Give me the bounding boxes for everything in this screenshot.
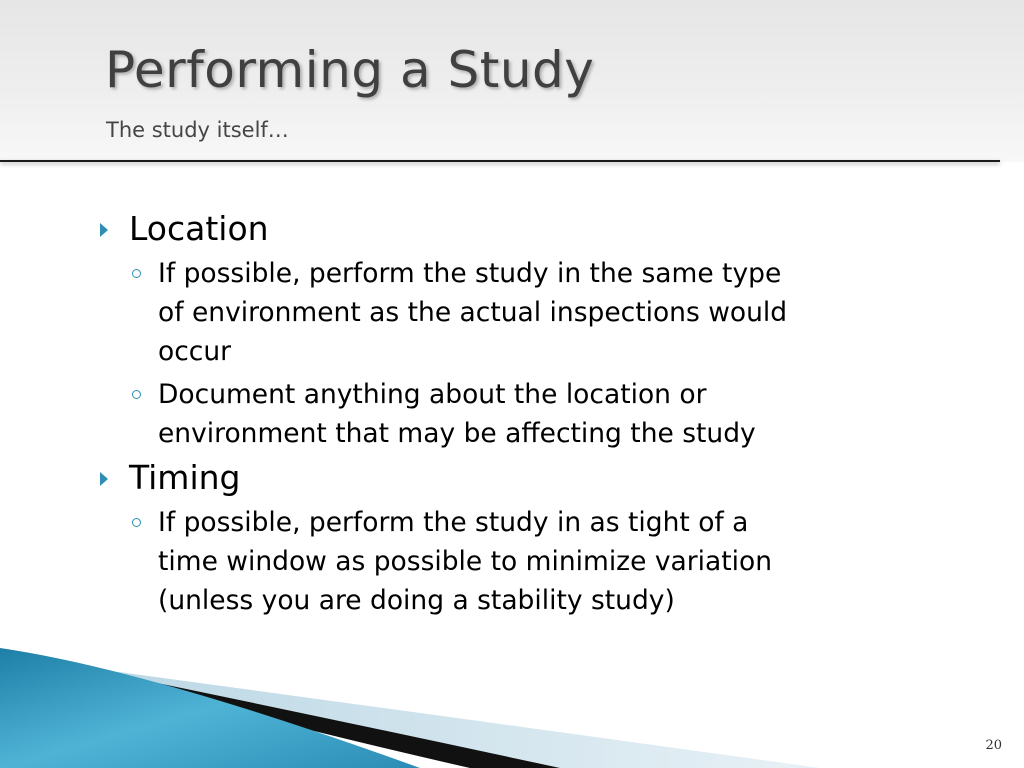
bullet-label: Timing (129, 458, 241, 497)
triangle-bullet-icon (100, 223, 108, 237)
slide-header (0, 0, 1024, 162)
header-divider (0, 160, 1000, 162)
bullet-location (100, 208, 930, 250)
circle-bullet-icon (132, 518, 141, 527)
sub-bullet (129, 254, 930, 371)
slide-title: Performing a Study (105, 41, 595, 99)
page-number: 20 (985, 738, 1002, 753)
slide-body (100, 208, 930, 624)
decorative-swoosh (0, 640, 1024, 768)
sub-bullet-text: If possible, perform the study in the same type of environment as the actual inspections would occur (158, 258, 788, 367)
bullet-label: Location (129, 209, 269, 248)
circle-bullet-icon (132, 390, 141, 399)
sub-bullet (129, 503, 930, 620)
triangle-bullet-icon (100, 472, 108, 486)
sub-bullet (129, 375, 930, 453)
slide-subtitle: The study itself… (106, 118, 289, 142)
sub-bullet-text: Document anything about the location or environment that may be affecting the study (158, 379, 756, 449)
sub-bullet-text: If possible, perform the study in as tight of a time window as possible to minimize variation (unless you are doing a stability study) (158, 507, 773, 616)
circle-bullet-icon (132, 269, 141, 278)
bullet-timing (100, 457, 930, 499)
